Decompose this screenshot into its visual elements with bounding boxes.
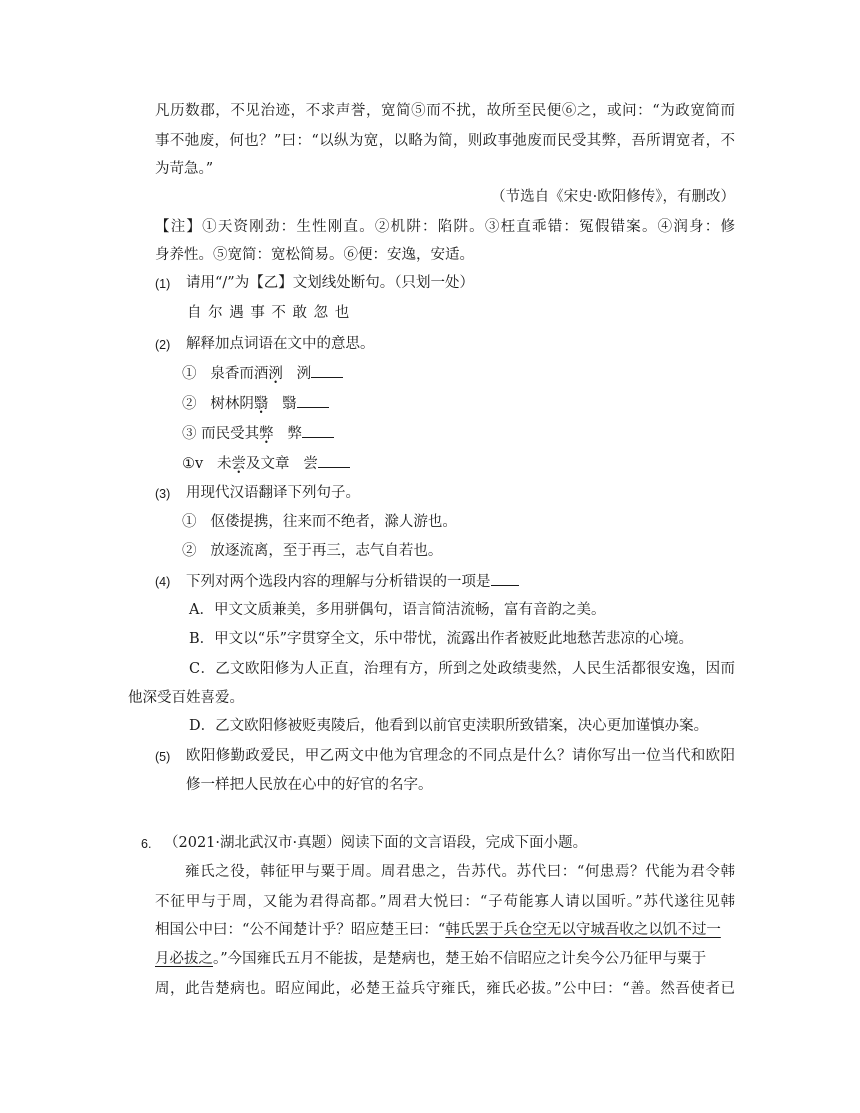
- sentence-to-punctuate: 自 尔 遇 事 不 敢 忽 也: [187, 305, 350, 321]
- sub-item: ③ 而民受其弊 弊: [182, 423, 334, 444]
- question-text: 修一样把人民放在心中的好官的名字。: [186, 777, 433, 793]
- annotation-note: 身养性。⑤宽简：宽松简易。⑥便：安逸，安适。: [155, 247, 474, 263]
- question-text: 下列对两个选段内容的理解与分析错误的一项是: [186, 571, 519, 592]
- question-number: (4): [155, 575, 171, 589]
- passage-line: 月必拔之。”今国雍氏五月不能拔，是楚病也，楚王始不信昭应之计矣今公乃征甲与粟于: [155, 951, 707, 967]
- sub-item: ①v 未尝及文章 尝: [182, 453, 350, 474]
- passage-line: 凡历数郡，不见治迹，不求声誉，宽简⑤而不扰，故所至民便⑥之，或问：“为政宽简而: [155, 103, 735, 119]
- source-citation: （节选自《宋史·欧阳修传》，有删改）: [491, 189, 735, 205]
- option-c-continued: 他深受百姓喜爱。: [128, 690, 244, 706]
- option-b: B．甲文以“乐”字贯穿全文，乐中带忧，流露出作者被贬此地愁苦悲凉的心境。: [189, 631, 693, 647]
- option-a: A．甲文文质兼美，多用骈偶句，语言简洁流畅，富有音韵之美。: [189, 602, 606, 618]
- passage-line: 周，此告楚病也。昭应闻此，必楚王益兵守雍氏，雍氏必拔。”公中曰：“善。然吾使者已: [155, 981, 735, 997]
- passage-line: 事不弛废，何也？”曰：“以纵为宽，以略为简，则政事弛废而民受其弊，吾所谓宽者，不: [155, 133, 735, 149]
- question-number: (3): [155, 487, 171, 501]
- passage-line: 为苛急。”: [155, 161, 214, 177]
- sub-item: ① 泉香而酒洌 洌: [182, 363, 343, 384]
- question-number: 6.: [141, 837, 152, 851]
- passage-line: 不征甲与于周，又能为君得高都。”周君大悦曰：“子苟能寡人请以国听。”苏代遂往见韩: [155, 894, 735, 910]
- dotted-word: 翳: [253, 396, 269, 412]
- underlined-sentence: 韩氏罢于兵仓空无以守城吾收之以饥不过一: [445, 922, 721, 938]
- answer-blank[interactable]: [302, 423, 334, 438]
- question-number: (1): [155, 277, 171, 291]
- sub-item: ② 树林阴翳 翳: [182, 393, 329, 414]
- question-heading: （2021·湖北武汉市·真题）阅读下面的文言语段，完成下面小题。: [164, 835, 588, 851]
- question-text: 用现代汉语翻译下列句子。: [186, 485, 360, 501]
- underlined-sentence: 月必拔之: [155, 951, 213, 967]
- answer-blank[interactable]: [311, 363, 343, 378]
- passage-line: 相国公中曰：“公不闻楚计乎？昭应楚王曰：“韩氏罢于兵仓空无以守城吾收之以饥不过一: [155, 922, 721, 938]
- question-text: 欧阳修勤政爱民，甲乙两文中他为官理念的不同点是什么？请你写出一位当代和欧阳: [186, 748, 735, 764]
- dotted-word: 弊: [259, 426, 274, 442]
- answer-blank[interactable]: [318, 453, 350, 468]
- sub-item: ① 伛偻提携，往来而不绝者，滁人游也。: [182, 514, 457, 530]
- question-number: (5): [155, 750, 171, 764]
- dotted-word: 尝: [231, 456, 247, 472]
- option-c: C．乙文欧阳修为人正直，治理有方，所到之处政绩斐然，人民生活都很安逸，因而: [189, 661, 735, 677]
- answer-blank[interactable]: [491, 571, 519, 586]
- question-text: 解释加点词语在文中的意思。: [186, 336, 375, 352]
- dotted-word: 洌: [268, 366, 283, 382]
- annotation-note: 【注】①天资刚劲：生性刚直。②机阱：陷阱。③枉直乖错：冤假错案。④润身：修: [155, 219, 735, 235]
- answer-blank[interactable]: [297, 393, 329, 408]
- passage-line: 雍氏之役，韩征甲与粟于周。周君患之，告苏代。苏代曰：“何患焉？代能为君令韩: [185, 864, 735, 880]
- question-text: 请用“/”为【乙】文划线处断句。（只划一处）: [186, 275, 474, 291]
- option-d: D．乙文欧阳修被贬夷陵后，他看到以前官吏渎职所致错案，决心更加谨慎办案。: [189, 718, 709, 734]
- sub-item: ② 放逐流离，至于再三，志气自若也。: [182, 543, 443, 559]
- question-number: (2): [155, 338, 171, 352]
